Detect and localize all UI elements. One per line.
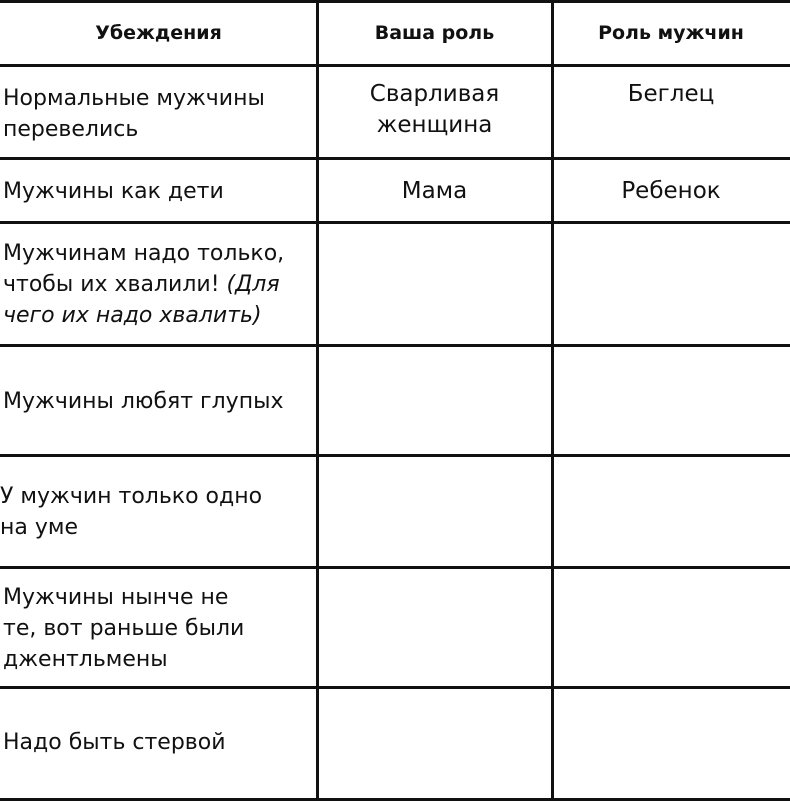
men-role-cell: Ребенок (621, 177, 721, 204)
belief-note: (Для чего их надо хвалить) (3, 272, 280, 328)
belief-cell: Мужчины нынче не те, вот раньше были джентльмены (3, 584, 245, 672)
men-role-cell: Беглец (627, 81, 715, 107)
table-row (0, 67, 790, 158)
column-divider (551, 0, 554, 801)
column-divider (316, 0, 319, 801)
belief-cell: Мужчины как дети (3, 178, 224, 204)
men-role-cell (552, 457, 790, 567)
your-role-cell (317, 347, 552, 455)
divider (0, 221, 790, 224)
divider (0, 686, 790, 689)
table-row (0, 689, 790, 799)
divider (0, 0, 790, 3)
table-row (0, 457, 790, 567)
divider (0, 454, 790, 457)
men-role-cell (552, 689, 790, 799)
header-men-role: Роль мужчин (598, 22, 744, 44)
table-row (0, 569, 790, 687)
belief-cell: Нормальные мужчины перевелись (3, 86, 265, 142)
your-role-cell (317, 689, 552, 799)
belief-cell (0, 224, 300, 345)
divider (0, 64, 790, 67)
divider (0, 798, 790, 801)
table-row (0, 224, 790, 345)
header-your-role: Ваша роль (374, 22, 495, 44)
your-role-cell (317, 224, 552, 345)
your-role-cell (317, 569, 552, 687)
divider (0, 566, 790, 569)
your-role-cell: Мама (401, 177, 468, 204)
your-role-cell (317, 457, 552, 567)
belief-cell: У мужчин только одно на уме (0, 484, 263, 540)
belief-cell: Надо быть стервой (3, 729, 226, 755)
divider (0, 344, 790, 347)
your-role-cell: Сварливая женщина (369, 81, 500, 138)
table-row (0, 160, 790, 222)
header-beliefs: Убеждения (95, 22, 222, 44)
table-row (0, 347, 790, 455)
divider (0, 157, 790, 160)
table-header-row (0, 2, 790, 65)
belief-text: Мужчинам надо только, чтобы их хвалили! (3, 241, 285, 297)
belief-cell: Мужчины любят глупых (3, 388, 284, 414)
men-role-cell (552, 569, 790, 687)
men-role-cell (552, 224, 790, 345)
men-role-cell (552, 347, 790, 455)
